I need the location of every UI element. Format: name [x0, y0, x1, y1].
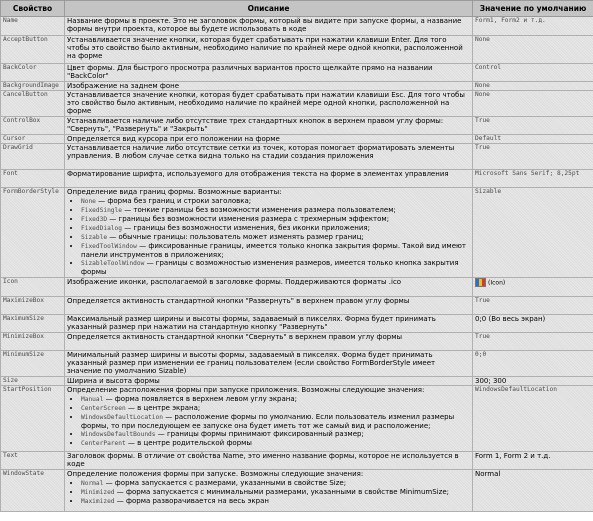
- property-default: 0;0 (Во весь экран): [473, 315, 593, 333]
- option-text: — форма появляется в верхнем левом углу экрана;: [103, 395, 298, 403]
- option-text: — границы с возможностью изменения размеров, имеется только кнопка закрытия формы: [81, 259, 459, 276]
- option-text: — расположение формы по умолчанию. Если пользователь изменил размеры формы, то при последующем ее запуске она будет иметь тот же самый вид и расположение;: [81, 413, 455, 430]
- property-name: Font: [1, 170, 65, 188]
- option-text: — форма запускается с минимальными размерами, указанными в свойстве MinimumSize;: [114, 488, 449, 496]
- property-description: Изображение иконки, располагаемой в заголовке формы. Поддерживаются форматы .ico: [65, 278, 473, 297]
- list-item: [81, 395, 470, 404]
- property-name: Size: [1, 377, 65, 386]
- list-item: [81, 233, 470, 242]
- property-name: Name: [1, 17, 65, 36]
- option-text: — границы формы принимают фиксированный размер;: [155, 430, 364, 438]
- property-name: BackgroundImage: [1, 82, 65, 91]
- option-list: [81, 395, 470, 448]
- property-name: StartPosition: [1, 386, 65, 452]
- list-item: [81, 242, 470, 259]
- row-backgroundimage: [1, 82, 593, 91]
- property-name: MaximumSize: [1, 315, 65, 333]
- property-default: Sizable: [473, 188, 593, 278]
- header-property: Свойство: [1, 1, 65, 17]
- header-default: Значение по умолчанию: [473, 1, 593, 17]
- option-list: [81, 197, 470, 276]
- option-code: Manual: [81, 396, 104, 403]
- property-description: [65, 470, 473, 512]
- description-text: Определение расположения формы при запуске приложения. Возможны следующие значения:: [67, 386, 425, 394]
- row-drawgrid: [1, 144, 593, 170]
- property-default: Control: [473, 64, 593, 82]
- option-text: — форма без границ и строки заголовка;: [95, 197, 252, 205]
- row-icon: [1, 278, 593, 297]
- property-name: Icon: [1, 278, 65, 297]
- property-description: Цвет формы. Для быстрого просмотра различных вариантов просто щелкайте прямо на названии "BackColor": [65, 64, 473, 82]
- option-text: — обычные границы: пользователь может изменять размер границ;: [107, 233, 364, 241]
- description-text: Определение вида границ формы. Возможные варианты:: [67, 188, 282, 196]
- option-code: Normal: [81, 480, 104, 487]
- list-item: [81, 488, 470, 497]
- property-description: Ширина и высота формы: [65, 377, 473, 386]
- row-size: [1, 377, 593, 386]
- property-description: Устанавливается наличие либо отсутствие трех стандартных кнопок в верхнем правом углу формы: "Свернуть", "Развернуть" и "Закрыть": [65, 117, 473, 135]
- option-code: FixedSingle: [81, 207, 122, 214]
- option-code: Fixed3D: [81, 216, 108, 223]
- option-code: SizableToolWindow: [81, 260, 145, 267]
- list-item: [81, 430, 470, 439]
- property-description: Определяется активность стандартной кнопки "Свернуть" в верхнем правом углу формы: [65, 333, 473, 351]
- option-text: — границы без возможности изменения размера с трехмерным эффектом;: [107, 215, 390, 223]
- row-name: [1, 17, 593, 36]
- row-maximumsize: [1, 315, 593, 333]
- row-controlbox: [1, 117, 593, 135]
- option-code: FixedDialog: [81, 225, 122, 232]
- row-minimizebox: [1, 333, 593, 351]
- property-name: BackColor: [1, 64, 65, 82]
- property-name: Text: [1, 452, 65, 470]
- property-description: Заголовок формы. В отличие от свойства Name, это именно название формы, которое не используется в коде: [65, 452, 473, 470]
- row-maximizebox: [1, 297, 593, 315]
- property-name: AcceptButton: [1, 36, 65, 64]
- property-description: Определяется активность стандартной кнопки "Развернуть" в верхнем правом углу формы: [65, 297, 473, 315]
- option-code: CenterParent: [81, 440, 126, 447]
- property-default: None: [473, 82, 593, 91]
- property-name: DrawGrid: [1, 144, 65, 170]
- option-code: FixedToolWindow: [81, 243, 137, 250]
- property-default: 300; 300: [473, 377, 593, 386]
- description-text: Определение положения формы при запуске. Возможны следующие значения:: [67, 470, 364, 478]
- row-font: [1, 170, 593, 188]
- property-name: MaximizeBox: [1, 297, 65, 315]
- row-backcolor: [1, 64, 593, 82]
- property-default: None: [473, 36, 593, 64]
- property-description: Форматирование шрифта, используемого для отображения текста на форме в элементах управления: [65, 170, 473, 188]
- property-default: True: [473, 297, 593, 315]
- option-text: — фиксированные границы, имеется только кнопка закрытия формы. Такой вид имеют панели инструментов в приложениях;: [81, 242, 466, 259]
- property-name: MinimizeBox: [1, 333, 65, 351]
- option-text: — в центре экрана;: [125, 404, 201, 412]
- property-description: [65, 386, 473, 452]
- list-item: [81, 404, 470, 413]
- property-default: Normal: [473, 470, 593, 512]
- property-default: None: [473, 91, 593, 117]
- header-description: Описание: [65, 1, 473, 17]
- property-description: Изображение на заднем фоне: [65, 82, 473, 91]
- option-text: — тонкие границы без возможности изменения размера пользователем;: [121, 206, 396, 214]
- list-item: [81, 215, 470, 224]
- property-default: True: [473, 144, 593, 170]
- option-text: — границы без возможности изменения, без иконки приложения;: [121, 224, 370, 232]
- property-name: FormBorderStyle: [1, 188, 65, 278]
- option-list: [81, 479, 470, 506]
- option-code: Sizable: [81, 234, 108, 241]
- property-name: ControlBox: [1, 117, 65, 135]
- property-default: Default: [473, 135, 593, 144]
- property-default: 0;0: [473, 351, 593, 377]
- row-cancelbutton: [1, 91, 593, 117]
- property-description: Устанавливается значение кнопки, которая будет срабатывать при нажатии клавиши Esc. Для того чтобы это свойство было активным, необходимо наличие по крайней мере одной кнопки, расположенной на форме: [65, 91, 473, 117]
- option-text: — форма разворачивается на весь экран: [114, 497, 269, 505]
- property-default: True: [473, 333, 593, 351]
- property-default: Microsoft Sans Serif; 8,25pt: [473, 170, 593, 188]
- option-text: — форма запускается с размерами, указанными в свойстве Size;: [103, 479, 347, 487]
- property-default: True: [473, 117, 593, 135]
- list-item: [81, 259, 470, 276]
- header-row: [1, 1, 593, 17]
- property-default: Form 1, Form 2 и т.д.: [473, 452, 593, 470]
- property-description: [65, 188, 473, 278]
- list-item: [81, 224, 470, 233]
- list-item: [81, 497, 470, 506]
- row-formborderstyle: [1, 188, 593, 278]
- property-description: Максимальный размер ширины и высоты формы, задаваемый в пикселях. Форма будет принимать указанный размер при нажатии на стандартную кнопку "Развернуть": [65, 315, 473, 333]
- property-name: CancelButton: [1, 91, 65, 117]
- list-item: [81, 413, 470, 430]
- row-acceptbutton: [1, 36, 593, 64]
- property-description: Определяется вид курсора при его положении на форме: [65, 135, 473, 144]
- row-startposition: [1, 386, 593, 452]
- icon-preview-icon: [475, 278, 486, 287]
- property-description: Название формы в проекте. Это не заголовок формы, который вы видите при запуске формы, а название формы внутри проекта, которое вы будете использовать в коде: [65, 17, 473, 36]
- row-minimumsize: [1, 351, 593, 377]
- row-text: [1, 452, 593, 470]
- option-text: — в центре родительской формы: [125, 439, 252, 447]
- property-name: Cursor: [1, 135, 65, 144]
- option-code: Minimized: [81, 489, 115, 496]
- property-description: Устанавливается значение кнопки, которая будет срабатывать при нажатии клавиши Enter. Для того чтобы это свойство было активным, необходимо наличие по крайней мере одной кнопки, расположенной на форме: [65, 36, 473, 64]
- property-name: MinimumSize: [1, 351, 65, 377]
- option-code: WindowsDefaultLocation: [81, 414, 163, 421]
- property-default: Form1, Form2 и т.д.: [473, 17, 593, 36]
- property-default: [473, 278, 593, 297]
- option-code: None: [81, 198, 96, 205]
- row-cursor: [1, 135, 593, 144]
- property-name: WindowState: [1, 470, 65, 512]
- list-item: [81, 197, 470, 206]
- list-item: [81, 439, 470, 448]
- property-description: Устанавливается наличие либо отсутствие сетки из точек, которая помогает форматировать элементы управления. В любом случае сетка видна только на стадии создания приложения: [65, 144, 473, 170]
- property-default: WindowsDefaultLocation: [473, 386, 593, 452]
- property-description: Минимальный размер ширины и высоты формы, задаваемый в пикселях. Форма будет принимать указанный размер при изменении ее границ пользователем (если свойство FormBorderStyle имеет значение по умолчанию Sizable): [65, 351, 473, 377]
- option-code: WindowsDefaultBounds: [81, 431, 156, 438]
- row-windowstate: [1, 470, 593, 512]
- list-item: [81, 206, 470, 215]
- icon-value: (Icon): [488, 279, 506, 287]
- list-item: [81, 479, 470, 488]
- option-code: CenterScreen: [81, 405, 126, 412]
- option-code: Maximized: [81, 498, 115, 505]
